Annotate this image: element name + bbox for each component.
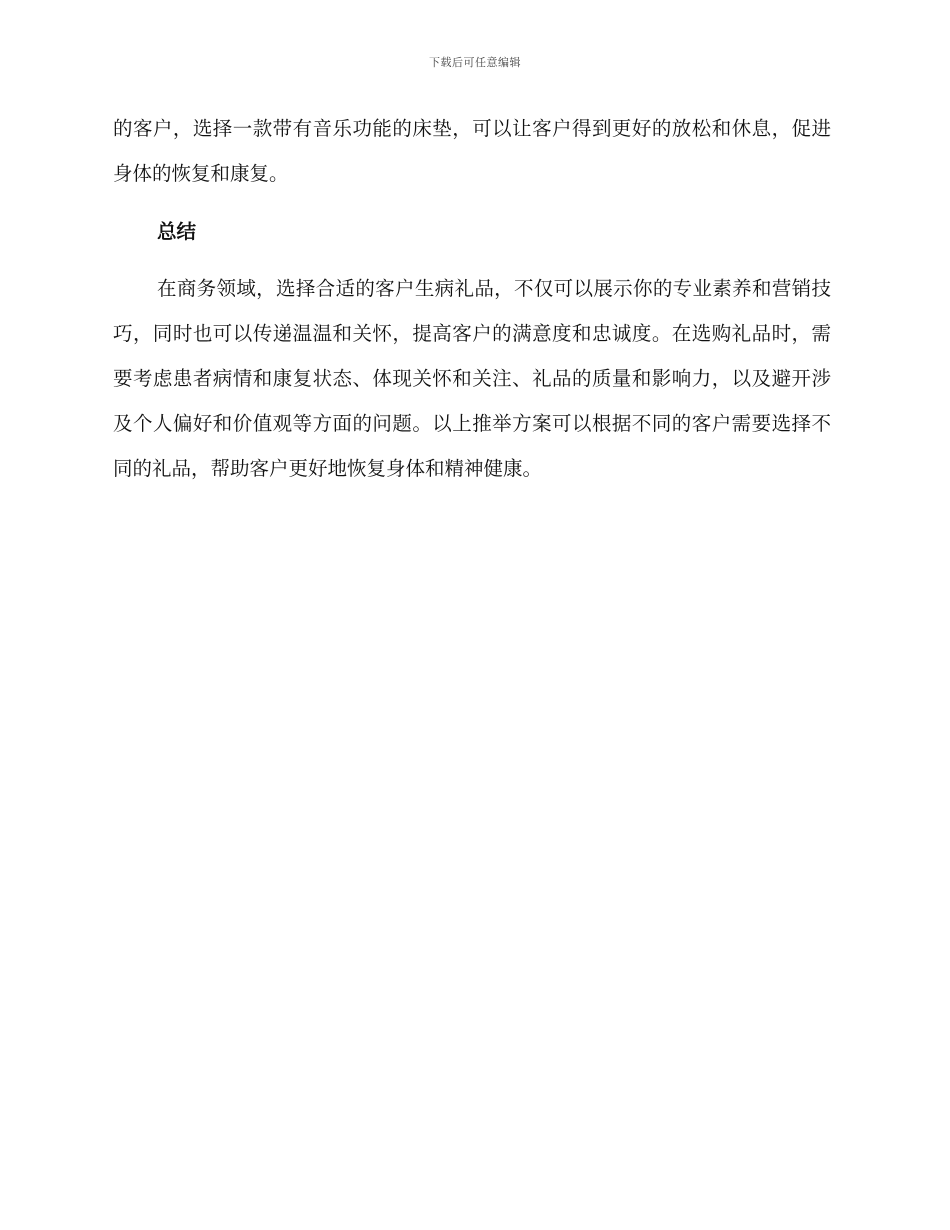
section-heading: 总结 <box>157 220 197 243</box>
page-header-note: 下载后可任意编辑 <box>429 56 521 69</box>
summary-paragraph: 在商务领域，选择合适的客户生病礼品，不仅可以展示你的专业素养和营销技巧，同时也可以传递温温和关怀，提高客户的满意度和忠诚度。在选购礼品时，需要考虑患者病情和康复状态、体现关怀和关注、礼品的质量和影响力，以及避开涉及个人偏好和价值观等方面的问题。以上推举方案可以根据不同的客户需要选择不同的礼品，帮助客户更好地恢复身体和精神健康。 <box>113 277 831 480</box>
continued-paragraph: 的客户，选择一款带有音乐功能的床垫，可以让客户得到更好的放松和休息，促进身体的恢复和康复。 <box>113 117 831 185</box>
